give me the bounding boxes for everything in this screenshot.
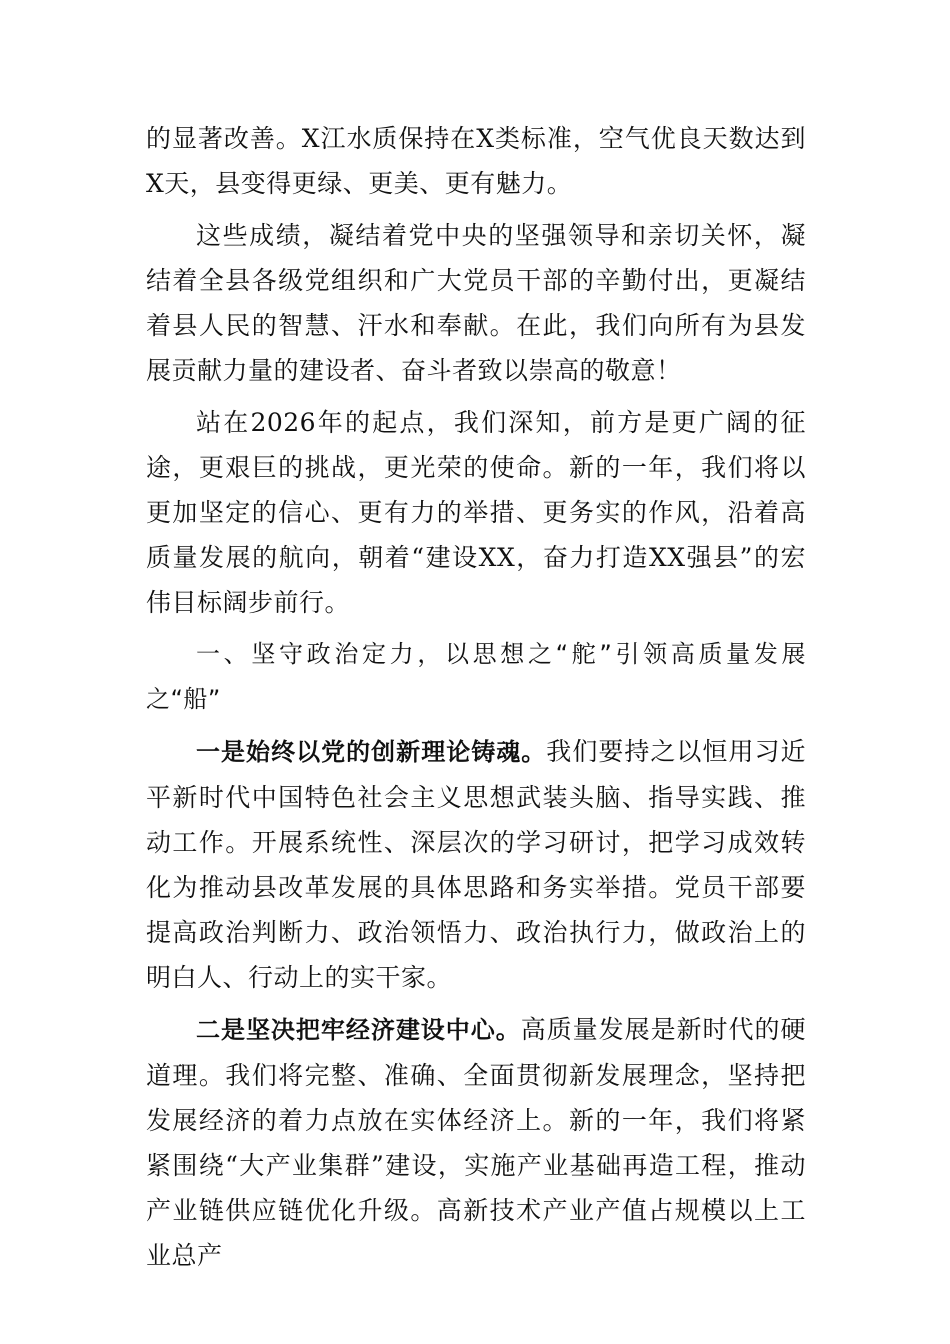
point-one-body: 我们要持之以恒用习近平新时代中国特色社会主义思想武装头脑、指导实践、推动工作。开展系统性、深层次的学习研讨，把学习成效转化为推动县改革发展的具体思路和务实举措。党员干部要提高政治判断力、政治领悟力、政治执行力，做政治上的明白人、行动上的实干家。 xyxy=(146,737,806,992)
section-heading xyxy=(146,632,806,722)
paragraph-continuation xyxy=(146,116,806,206)
paragraph-achievements xyxy=(146,213,806,393)
point-two-lead: 二是坚决把牢经济建设中心。 xyxy=(196,1016,521,1044)
point-one xyxy=(146,729,806,1000)
paragraph-outlook xyxy=(146,400,806,625)
document-body xyxy=(146,116,806,1285)
point-one-lead: 一是始终以党的创新理论铸魂。 xyxy=(196,738,547,766)
paragraph-text: 站在2026年的起点，我们深知，前方是更广阔的征途，更艰巨的挑战，更光荣的使命。新的一年，我们将以更加坚定的信心、更有力的举措、更务实的作风，沿着高质量发展的航向，朝着“建设XX，奋力打造XX强县”的宏伟目标阔步前行。 xyxy=(146,408,806,617)
point-two-body: 高质量发展是新时代的硬道理。我们将完整、准确、全面贯彻新发展理念，坚持把发展经济的着力点放在实体经济上。新的一年，我们将紧紧围绕“大产业集群”建设，实施产业基础再造工程，推动产业链供应链优化升级。高新技术产业产值占规模以上工业总产 xyxy=(146,1015,806,1270)
paragraph-text: 这些成绩，凝结着党中央的坚强领导和亲切关怀，凝结着全县各级党组织和广大党员干部的辛勤付出，更凝结着县人民的智慧、汗水和奉献。在此，我们向所有为县发展贡献力量的建设者、奋斗者致以崇高的敬意！ xyxy=(146,221,806,385)
point-two xyxy=(146,1007,806,1278)
section-heading-text: 一、坚守政治定力，以思想之“舵”引领高质量发展之“船” xyxy=(146,640,806,713)
paragraph-text: 的显著改善。X江水质保持在X类标准，空气优良天数达到X天，县变得更绿、更美、更有魅力。 xyxy=(146,124,806,198)
